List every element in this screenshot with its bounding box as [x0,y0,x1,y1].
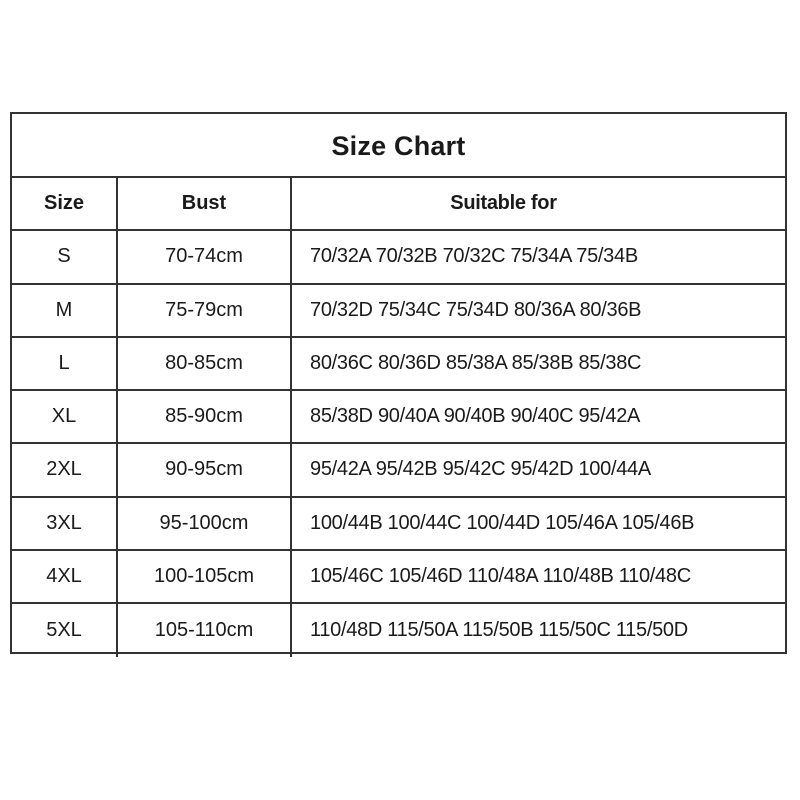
suitable-cell: 110/48D 115/50A 115/50B 115/50C 115/50D [310,619,688,642]
suitable-cell: 85/38D 90/40A 90/40B 90/40C 95/42A [310,405,641,428]
header-row [12,178,785,231]
size-cell: 2XL [12,444,118,495]
suitable-cell: 100/44B 100/44C 100/44D 105/46A 105/46B [310,511,695,534]
bust-cell: 70-74cm [118,231,292,282]
table-row [12,338,785,391]
bust-cell: 90-95cm [118,444,292,495]
table-row [12,551,785,604]
size-cell: 4XL [12,551,118,602]
suitable-cell: 80/36C 80/36D 85/38A 85/38B 85/38C [310,351,642,374]
bust-cell: 105-110cm [118,604,292,657]
title-row [12,114,785,178]
bust-cell: 80-85cm [118,338,292,389]
size-cell: S [12,231,118,282]
suitable-cell: 70/32A 70/32B 70/32C 75/34A 75/34B [310,245,638,268]
bust-cell: 95-100cm [118,498,292,549]
table-row [12,444,785,497]
header-suitable-for: Suitable for [450,192,557,215]
size-cell: 3XL [12,498,118,549]
size-cell: XL [12,391,118,442]
suitable-cell: 105/46C 105/46D 110/48A 110/48B 110/48C [310,564,691,587]
table-row [12,285,785,338]
chart-title: Size Chart [331,130,466,161]
table-row [12,498,785,551]
suitable-cell: 95/42A 95/42B 95/42C 95/42D 100/44A [310,458,651,481]
table-row [12,231,785,284]
bust-cell: 85-90cm [118,391,292,442]
bust-cell: 100-105cm [118,551,292,602]
table-row [12,391,785,444]
header-bust: Bust [118,178,292,229]
table-row [12,604,785,657]
size-chart-table [10,112,787,654]
header-size: Size [12,178,118,229]
size-cell: 5XL [12,604,118,657]
suitable-cell: 70/32D 75/34C 75/34D 80/36A 80/36B [310,298,642,321]
size-cell: M [12,285,118,336]
size-cell: L [12,338,118,389]
bust-cell: 75-79cm [118,285,292,336]
